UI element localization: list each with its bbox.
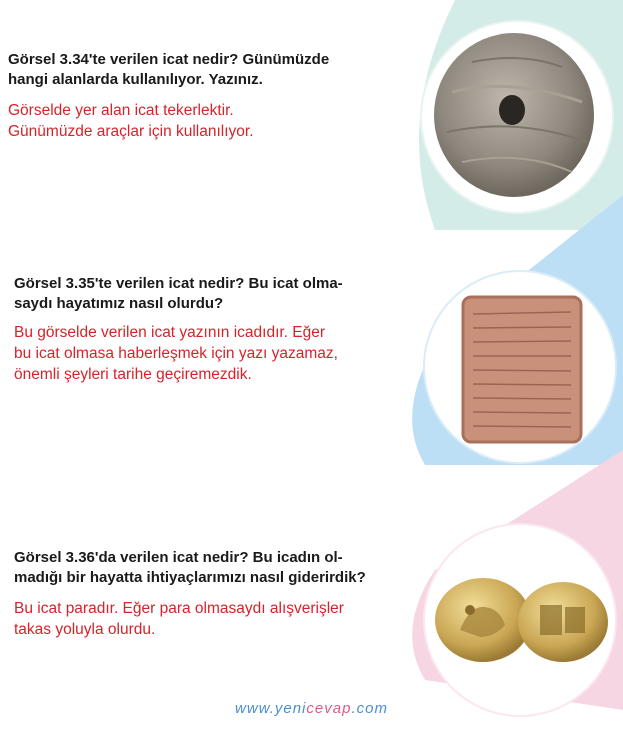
question-2-line-2: saydı hayatımız nasıl olurdu? [14,295,224,312]
question-2 [14,274,392,314]
answer-1 [8,100,398,142]
answer-3-line-2: takas yoluyla olurdu. [14,621,156,638]
coins-image-circle [425,525,615,715]
wheel-image-circle [422,22,612,212]
site-watermark [0,700,623,717]
watermark-suffix: .com [351,700,388,717]
question-3-line-1: Görsel 3.36'da verilen icat nedir? Bu icadın ol- [14,549,343,566]
answer-1-line-2: Günümüzde araçlar için kullanılıyor. [8,123,254,140]
question-1-line-2: hangi alanlarda kullanılıyor. Yazınız. [8,71,263,88]
clay-tablet-icon [425,272,615,462]
stone-wheel-icon [422,22,612,212]
watermark-brand-a: yeni [274,700,307,717]
question-2-line-1: Görsel 3.35'te verilen icat nedir? Bu icat olma- [14,275,343,292]
question-1 [8,50,394,90]
answer-2 [14,322,404,385]
answer-1-line-1: Görselde yer alan icat tekerlektir. [8,102,234,119]
answer-2-line-2: bu icat olmasa haberleşmek için yazı yazamaz, [14,345,338,362]
tablet-image-circle [425,272,615,462]
question-3 [14,548,394,588]
question-3-line-2: madığı bir hayatta ihtiyaçlarımızı nasıl giderirdik? [14,569,366,586]
question-1-line-1: Görsel 3.34'te verilen icat nedir? Günümüzde [8,51,330,68]
watermark-prefix: www. [235,700,275,717]
answer-2-line-3: önemli şeyleri tarihe geçiremezdik. [14,366,252,383]
answer-3-line-1: Bu icat paradır. Eğer para olmasaydı alışverişler [14,600,344,617]
answer-2-line-1: Bu görselde verilen icat yazının icadıdır. Eğer [14,324,326,341]
watermark-brand-b: cevap [306,700,352,717]
ancient-coins-icon [425,525,615,715]
answer-3 [14,598,404,640]
